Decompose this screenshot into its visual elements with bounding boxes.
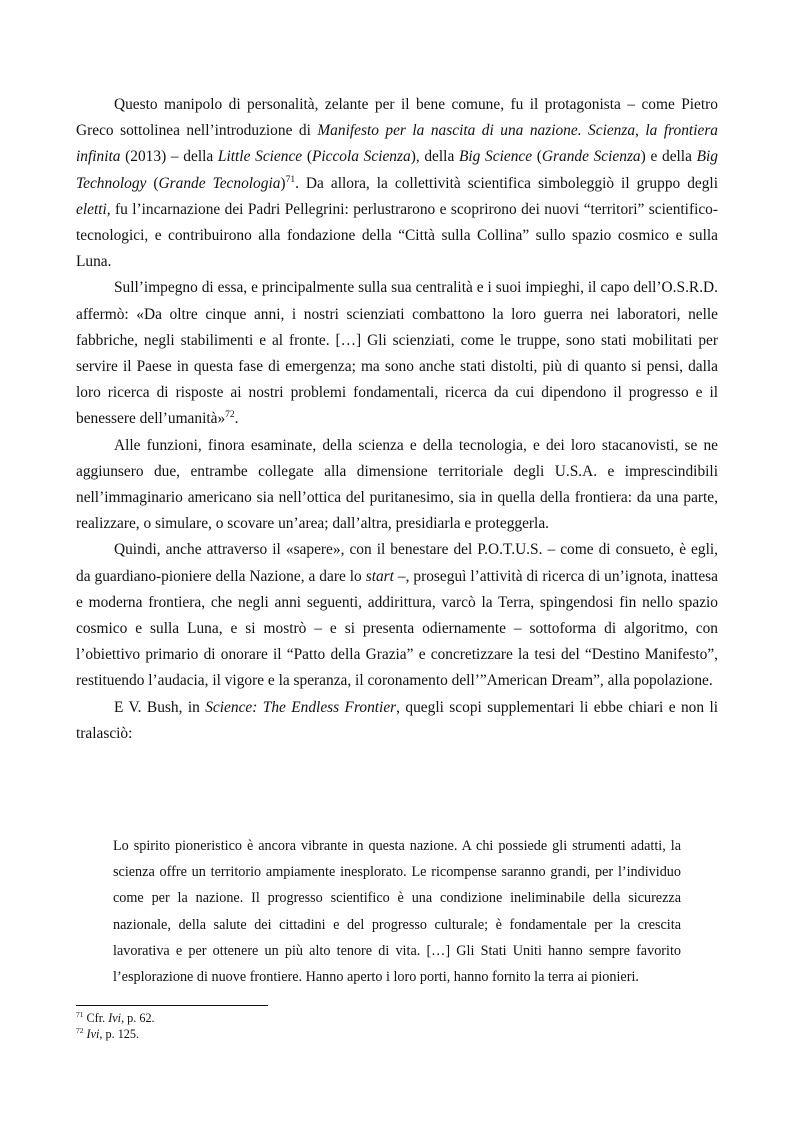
paragraph-4: Quindi, anche attraverso il «sapere», con il benestare del P.O.T.U.S. – come di consueto, è egli, da guardiano-pioniere della Nazione, a dare lo start –, proseguì l’attività di ricerca di un’ignota, inattesa e moderna frontiera, che negli anni seguenti, addirittura, varcò la Terra, spingendosi fin nello spazio cosmico e sulla Luna, e si mostrò – e si presenta odiernamente – sottoforma di algoritmo, con l’obiettivo primario di onorare il “Patto della Grazia” e concretizzare la tesi del “Destino Manifesto”, restituendo l’audacia, il vigore e la speranza, il coronamento dell’”American Dream”, alla popolazione.: [76, 541, 718, 690]
footnote-ref-71: 71: [285, 174, 296, 185]
footnote-number: 72: [76, 1025, 84, 1035]
footnote-72: $^{72}$ Ivi, p. 125.: [76, 1025, 140, 1041]
paragraph-5: E V. Bush, in Science: The Endless Frontier, quegli scopi supplementari li ebbe chiari e non li tralasciò:: [76, 698, 718, 742]
footnote-ref-72: 72: [225, 410, 235, 421]
paragraph-1: Questo manipolo di personalità, zelante per il bene comune, fu il protagonista – come Pietro Greco sottolinea nell’introduzione di Manifesto per la nascita di una nazione. Scienza, la frontiera infinita (2013) – della Little Science (Piccola Scienza), della Big Science (Grande Scienza) e della Big Technology (Grande Tecnologia)$^{71}$. Da allora, la collettività scientifica simboleggiò il gruppo degli eletti, fu l’incarnazione dei Padri Pellegrini: perlustrarono e scoprirono dei nuovi “territori” scientifico-tecnologici, e contribuirono alla fondazione della “Città sulla Collina” sullo spazio cosmico e sulla Luna.: [76, 96, 719, 271]
footnotes: [76, 1011, 476, 1042]
paragraph-3: Alle funzioni, finora esaminate, della scienza e della tecnologia, e dei loro stacanovisti, se ne aggiunsero due, entrambe collegate alla dimensione territoriale degli U.S.A. e imprescindibili nell’immaginario americano sia nell’ottica del puritanesimo, sia in quella della frontiera: da una parte, realizzare, o simulare, o scovare un’area; dall’altra, presidiarla e proteggerla.: [76, 436, 718, 533]
paragraph-2: Sull’impegno di essa, e principalmente sulla sua centralità e i suoi impieghi, il capo dell’O.S.R.D. affermò: «Da oltre cinque anni, i nostri scienziati combattono la loro guerra nei laboratori, nelle fabbriche, negli stabilimenti e al fronte. […] Gli scienziati, come le truppe, sono stati mobilitati per servire il Paese in questa fase di emergenza; ma sono anche stati distolti, più di quanto si pensi, dalla loro ricerca di risposte ai nostri problemi fondamentali, ricerca da cui dipendono il progresso e il benessere dell’umanità»$^{72}$.: [76, 279, 718, 428]
footnote-number: 71: [76, 1009, 84, 1019]
body-text: [76, 92, 718, 747]
block-quote: Lo spirito pioneristico è ancora vibrante in questa nazione. A chi possiede gli strumenti adatti, la scienza offre un territorio ampiamente inesplorato. Le ricompense saranno grandi, per l’individuo come per la nazione. Il progresso scientifico è una condizione ineliminabile della sicurezza nazionale, della salute dei cittadini e del progresso culturale; è fondamentale per la crescita lavorativa e per ottenere un più alto tenore di vita. […] Gli Stati Uniti hanno sempre favorito l’esplorazione di nuove frontiere. Hanno aperto i loro porti, hanno fornito la terra ai pionieri.: [113, 838, 681, 986]
footnote-separator: [76, 1005, 268, 1006]
footnote-71: $^{71}$ Cfr. Ivi, p. 62.: [76, 1009, 155, 1025]
